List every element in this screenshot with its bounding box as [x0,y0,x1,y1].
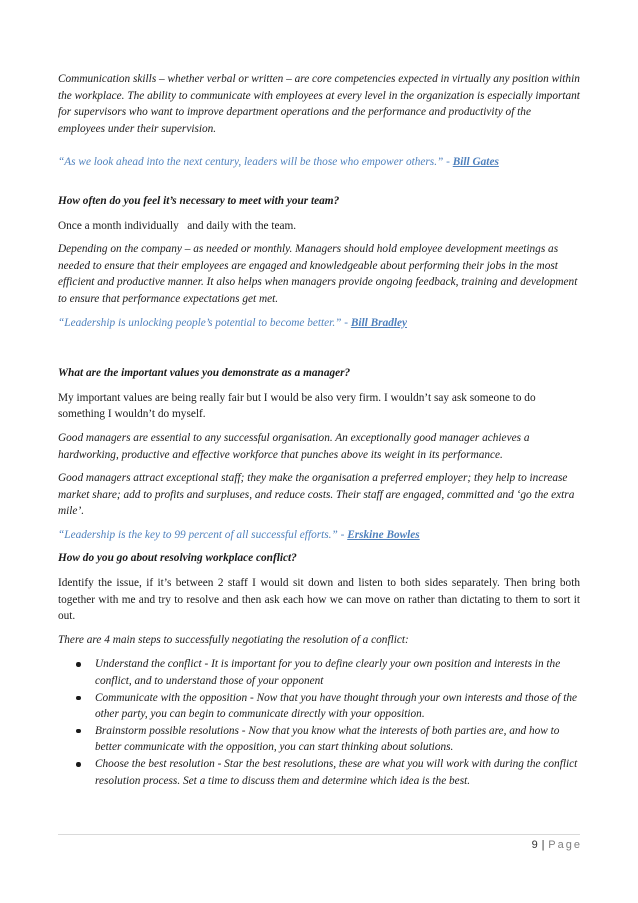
quote-bill-bradley [58,315,580,332]
quote-text: “Leadership is the key to 99 percent of all successful efforts.” - [58,528,345,541]
page-number: 9 [531,839,539,851]
good-managers-attract-paragraph: Good managers attract exceptional staff; they make the organisation a preferred employer; they help to increase market share; add to profits and surpluses, and reduce costs. Their staff are engaged, committed and ‘go the extra mile’. [58,472,575,518]
page-footer [532,839,582,851]
good-managers-paragraph: Good managers are essential to any successful organisation. An exceptionally good manager achieves a hardworking, productive and effective workforce that punches above its weight in its performance. [58,431,530,461]
quote-author-link[interactable]: Erskine Bowles [347,528,420,541]
question-meet-team: How often do you feel it’s necessary to meet with your team? [58,194,340,207]
footer-separator: | [541,839,545,851]
question-conflict: How do you go about resolving workplace conflict? [58,552,297,565]
page-label: Page [548,839,582,851]
meetings-paragraph: Depending on the company – as needed or monthly. Managers should hold employee development meetings as needed to ensure that their employees are engaged and knowledgeable about performing their jobs in the most efficient and productive manner. It also helps when managers provide ongoing feedback, training and development to ensure that performance expectations get met. [58,243,578,305]
list-item-text: Brainstorm possible resolutions - Now that you know what the interests of both parties are, and how to better communicate with the opposition, you can start thinking about solutions. [95,724,560,754]
answer-conflict: Identify the issue, if it’s between 2 staff I would sit down and listen to both sides separately. Then bring both together with me and try to resolve and then ask each how we can move on rather than dictating to them to sort it out. [58,577,580,623]
quote-text: “Leadership is unlocking people’s potential to become better.” - [58,316,349,329]
list-item [58,656,580,689]
bullet-icon [76,662,81,667]
communication-paragraph: Communication skills – whether verbal or written – are core competencies expected in virtually any position within the workplace. The ability to communicate with employees at every level in the organization is especially important for supervisors who want to improve department operations and the performance and productivity of the employees under their supervision. [58,73,580,135]
question-values: What are the important values you demonstrate as a manager? [58,367,351,380]
quote-author-link[interactable]: Bill Bradley [350,316,408,329]
list-item-text: Choose the best resolution - Star the best resolutions, these are what you will work with during the conflict resolution process. Set a time to discuss them and determine which idea is the best. [95,758,578,787]
bullet-icon [76,729,81,734]
page-content [58,71,580,789]
quote-bill-gates [58,154,580,171]
list-item-text: Communicate with the opposition - Now that you have thought through your own interests and those of the other party, you can begin to communicate directly with your opposition. [95,691,578,721]
quote-text: “As we look ahead into the next century, leaders will be those who empower others.” - [58,156,450,169]
footer-divider [58,834,580,835]
list-item [58,723,580,756]
list-item-text: Understand the conflict - It is important for you to define clearly your own position and interests in the conflict, and to understand those of your opponent [95,658,561,688]
conflict-steps-intro: There are 4 main steps to successfully negotiating the resolution of a conflict: [58,633,409,646]
conflict-steps-list [58,656,580,789]
bullet-icon [76,762,81,767]
answer-meet-team: Once a month individually and daily with the team. [58,219,297,232]
list-item [58,690,580,723]
quote-author-link[interactable]: Bill Gates [452,156,499,169]
list-item [58,756,580,789]
quote-erskine-bowles [58,527,580,544]
bullet-icon [76,696,81,701]
answer-values: My important values are being really fair but I would be also very firm. I wouldn’t say ask someone to do something I wouldn’t do myself. [58,391,536,421]
